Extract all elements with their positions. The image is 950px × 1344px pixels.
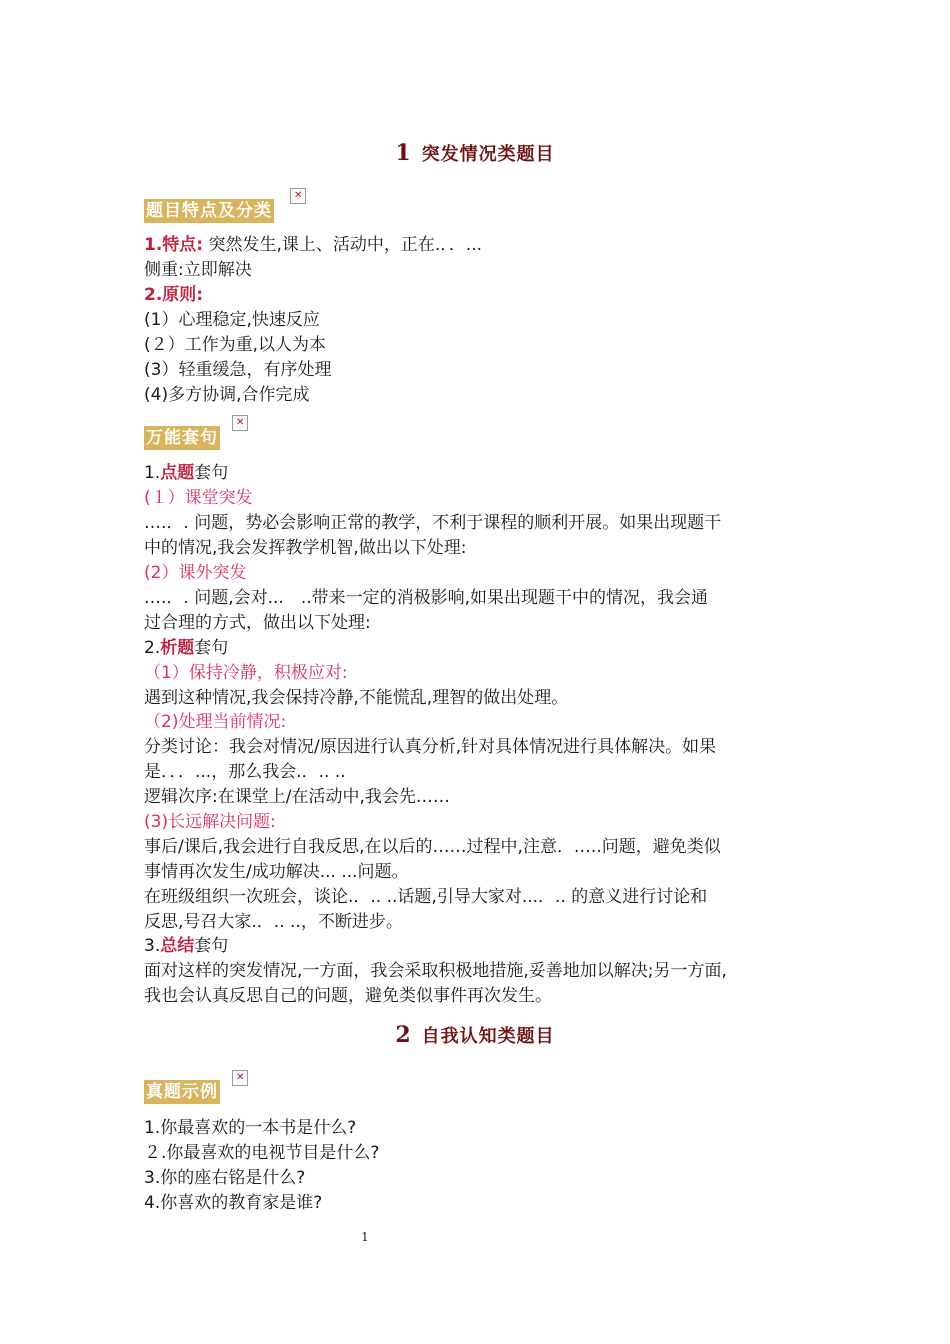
analysis-sub-heading: （2)处理当前情况: (144, 712, 287, 732)
section-2-heading (144, 1022, 806, 1048)
summary-heading (144, 934, 228, 959)
question-item: 4.你喜欢的教育家是谁? (144, 1193, 323, 1213)
feature-text: 突然发生,课上、活动中，正在.．．... (203, 235, 483, 255)
paragraph-line: 中的情况,我会发挥教学机智,做出以下处理: (144, 538, 467, 558)
page-number: 1 (361, 1230, 369, 1244)
paragraph-line: 在班级组织一次班会，谈论.．.. ..话题,引导大家对...．.. 的意义进行讨论和 (144, 887, 708, 907)
question-item: 3.你的座右铭是什么? (144, 1168, 306, 1188)
paragraph-line: 我也会认真反思自己的问题，避免类似事件再次发生。 (144, 986, 552, 1006)
paragraph-line: ….．. 问题,会对... ..带来一定的消极影响,如果出现题干中的情况，我会通 (144, 588, 709, 608)
section-1-title: 突发情况类题目 (421, 144, 555, 165)
paragraph-line: ….．. 问题，势必会影响正常的教学，不利于课程的顺利开展。如果出现题干 (144, 513, 722, 533)
feature-line (144, 233, 482, 258)
analysis-sub-heading: （1）保持冷静，积极应对: (144, 663, 348, 683)
templates-tag: 万能套句 (146, 428, 218, 448)
paragraph-line: 遇到这种情况,我会保持冷静,不能慌乱,理智的做出处理。 (144, 688, 569, 708)
feature-label: 1.特点: (144, 235, 204, 255)
section-1-number: 1 (395, 140, 412, 166)
intro-sub-heading: (１）课堂突发 (144, 488, 253, 508)
principle-item: (1）心理稳定,快速反应 (144, 310, 320, 330)
section-2-title: 自我认知类题目 (421, 1026, 555, 1047)
examples-tag: 真题示例 (146, 1082, 218, 1102)
principle-item: (２）工作为重,以人为本 (144, 335, 327, 355)
paragraph-line: 分类讨论：我会对情况/原因进行认真分析,针对具体情况进行具体解决。如果 (144, 737, 717, 757)
analysis-key: 析题 (160, 638, 195, 658)
summary-suffix: 套句 (194, 936, 229, 956)
summary-prefix: 3. (144, 936, 161, 956)
principle-item: (4)多方协调,合作完成 (144, 385, 310, 405)
analysis-suffix: 套句 (194, 638, 229, 658)
analysis-prefix: 2. (144, 638, 161, 658)
paragraph-line: 事情再次发生/成功解决... ...问题。 (144, 862, 409, 882)
section-2-number: 2 (395, 1022, 412, 1048)
intro-key: 点题 (160, 463, 195, 483)
principle-label: 2.原则: (144, 285, 204, 305)
intro-heading (144, 461, 228, 486)
question-item: 1.你最喜欢的一本书是什么? (144, 1118, 357, 1138)
intro-suffix: 套句 (194, 463, 229, 483)
section-1-heading (144, 140, 806, 166)
question-item: ２.你最喜欢的电视节目是什么? (144, 1143, 380, 1163)
paragraph-line: 反思,号召大家.．.. ..，不断进步。 (144, 912, 403, 932)
paragraph-line: 面对这样的突发情况,一方面，我会采取积极地措施,妥善地加以解决;另一方面, (144, 961, 727, 981)
paragraph-line: 过合理的方式，做出以下处理: (144, 613, 371, 633)
features-tag: 题目特点及分类 (146, 201, 272, 221)
intro-sub-heading: (2）课外突发 (144, 563, 247, 583)
analysis-heading (144, 636, 228, 661)
analysis-sub-heading: (3)长远解决问题: (144, 812, 276, 832)
paragraph-line: 是．．．...，那么我会.．.. .. (144, 762, 346, 782)
summary-key: 总结 (160, 936, 195, 956)
paragraph-line: 事后/课后,我会进行自我反思,在以后的……过程中,注意．.….问题，避免类似 (144, 837, 721, 857)
principle-item: (3）轻重缓急，有序处理 (144, 360, 332, 380)
intro-prefix: 1. (144, 463, 161, 483)
paragraph-line: 逻辑次序:在课堂上/在活动中,我会先…… (144, 787, 450, 807)
broken-image-icon (290, 188, 306, 204)
broken-image-icon (232, 1070, 248, 1086)
broken-image-icon (232, 415, 248, 431)
focus-line: 侧重:立即解决 (144, 260, 252, 280)
